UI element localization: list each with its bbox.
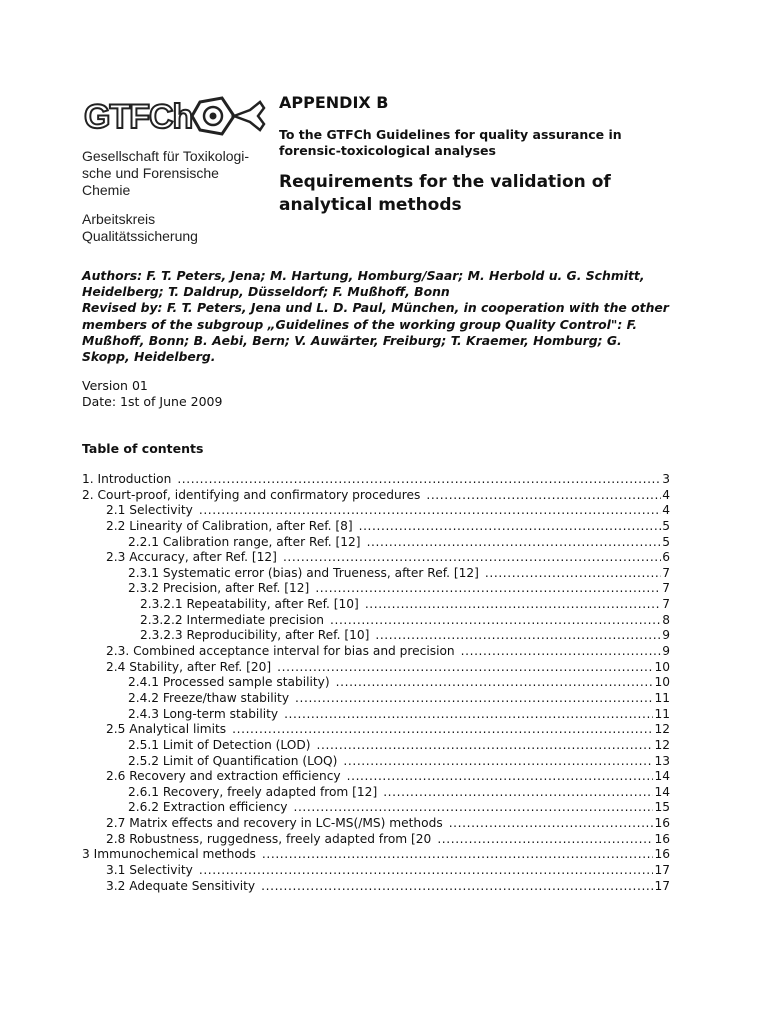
toc-entry-page: 11 (654, 690, 670, 705)
toc-dot-leader (485, 566, 661, 580)
toc-entry-page: 12 (654, 722, 670, 737)
toc-entry-page: 4 (662, 503, 670, 518)
toc-entry[interactable] (82, 754, 670, 770)
toc-entry[interactable] (82, 644, 670, 660)
toc-entry-page: 14 (654, 784, 670, 799)
toc-entry-label: 2.2 Linearity of Calibration, after Ref. [8] (106, 518, 353, 533)
gtfch-logo (82, 92, 272, 140)
toc-dot-leader (437, 832, 653, 846)
toc-entry-page: 17 (654, 878, 670, 893)
toc-entry[interactable] (82, 550, 670, 566)
working-group-line: Arbeitskreis (82, 211, 156, 227)
toc-entry-label: 2.4.3 Long-term stability (128, 706, 279, 721)
toc-entry[interactable] (82, 597, 670, 613)
authors-line: Heidelberg; T. Daldrup, Düsseldorf; F. Mußhoff, Bonn (82, 284, 450, 300)
toc-entry-label: 2.3 Accuracy, after Ref. [12] (106, 550, 277, 565)
toc-entry-page: 12 (654, 737, 670, 752)
toc-entry-label: 3.2 Adequate Sensitivity (106, 878, 256, 893)
toc-dot-leader (317, 738, 654, 752)
toc-entry[interactable] (82, 707, 670, 723)
toc-entry[interactable] (82, 503, 670, 519)
toc-dot-leader (283, 550, 661, 564)
subtitle-line: To the GTFCh Guidelines for quality assurance in (279, 127, 622, 142)
toc-entry[interactable] (82, 785, 670, 801)
toc-entry-page: 17 (654, 863, 670, 878)
toc-dot-leader (375, 628, 661, 642)
toc-dot-leader (426, 488, 661, 502)
toc-entry-label: 2.1 Selectivity (106, 503, 193, 518)
toc-dot-leader (461, 644, 662, 658)
toc-entry-page: 13 (654, 753, 670, 768)
authors-line: Skopp, Heidelberg. (82, 349, 216, 365)
toc-entry-label: 2.2.1 Calibration range, after Ref. [12] (128, 534, 361, 549)
toc-entry-label: 3 Immunochemical methods (82, 847, 256, 862)
toc-heading: Table of contents (82, 441, 204, 456)
toc-entry-label: 2.5.1 Limit of Detection (LOD) (128, 737, 311, 752)
toc-entry[interactable] (82, 879, 670, 895)
toc-entry[interactable] (82, 769, 670, 785)
document-header (279, 93, 719, 217)
toc-entry[interactable] (82, 800, 670, 816)
toc-entry-page: 11 (654, 706, 670, 721)
toc-entry[interactable] (82, 863, 670, 879)
toc-dot-leader (343, 754, 653, 768)
toc-entry-page: 7 (662, 581, 670, 596)
authors-line: Revised by: F. T. Peters, Jena und L. D. Paul, München, in cooperation with the other (82, 300, 669, 316)
toc-entry[interactable] (82, 675, 670, 691)
toc-dot-leader (295, 691, 653, 705)
toc-entry-page: 15 (654, 800, 670, 815)
toc-entry-label: 2.6.1 Recovery, freely adapted from [12] (128, 784, 378, 799)
toc-entry[interactable] (82, 581, 670, 597)
organization-name (82, 148, 272, 245)
toc-dot-leader (177, 472, 661, 486)
toc-entry-label: 2.3.2 Precision, after Ref. [12] (128, 581, 310, 596)
toc-entry-page: 9 (662, 644, 670, 659)
toc-entry-label: 2.7 Matrix effects and recovery in LC-MS(/MS) methods (106, 816, 443, 831)
toc-entry-label: 2.3.1 Systematic error (bias) and Trueness, after Ref. [12] (128, 565, 479, 580)
toc-entry[interactable] (82, 691, 670, 707)
toc-entry[interactable] (82, 832, 670, 848)
authors-block (82, 268, 702, 365)
toc-entry-label: 2.3.2.1 Repeatability, after Ref. [10] (140, 597, 359, 612)
org-line: Chemie (82, 182, 131, 198)
toc-entry[interactable] (82, 613, 670, 629)
toc-entry-label: 2. Court-proof, identifying and confirmatory procedures (82, 487, 421, 502)
toc-dot-leader (315, 581, 661, 595)
toc-dot-leader (347, 769, 654, 783)
version-number: Version 01 (82, 378, 148, 393)
toc-entry-label: 2.5 Analytical limits (106, 722, 227, 737)
toc-dot-leader (367, 535, 662, 549)
toc-dot-leader (365, 597, 661, 611)
toc-entry[interactable] (82, 488, 670, 504)
toc-dot-leader (199, 863, 654, 877)
toc-dot-leader (293, 800, 653, 814)
org-line: Gesellschaft für Toxikologi- (82, 148, 250, 164)
toc-dot-leader (449, 816, 654, 830)
toc-entry-label: 2.4.1 Processed sample stability) (128, 675, 330, 690)
appendix-subtitle (279, 127, 719, 159)
toc-dot-leader (284, 707, 653, 721)
toc-dot-leader (383, 785, 653, 799)
toc-entry-label: 2.6 Recovery and extraction efficiency (106, 769, 341, 784)
org-line: sche und Forensische (82, 165, 219, 181)
toc-entry[interactable] (82, 472, 670, 488)
toc-dot-leader (330, 613, 661, 627)
toc-entry-page: 10 (654, 659, 670, 674)
toc-entry-page: 5 (662, 518, 670, 533)
toc-entry[interactable] (82, 535, 670, 551)
toc-entry-page: 16 (654, 831, 670, 846)
toc-entry-label: 2.3.2.2 Intermediate precision (140, 612, 324, 627)
working-group-line: Qualitätssicherung (82, 228, 198, 244)
toc-entry-label: 2.3.2.3 Reproducibility, after Ref. [10] (140, 628, 370, 643)
toc-entry-label: 1. Introduction (82, 472, 172, 486)
toc-entry-label: 2.5.2 Limit of Quantification (LOQ) (128, 753, 338, 768)
toc-entry[interactable] (82, 722, 670, 738)
gtfch-logo-block (82, 92, 272, 245)
toc-entry-page: 16 (654, 847, 670, 862)
version-block (82, 378, 222, 410)
toc-entry[interactable] (82, 738, 670, 754)
version-date: Date: 1st of June 2009 (82, 394, 223, 409)
authors-line: Authors: F. T. Peters, Jena; M. Hartung, Homburg/Saar; M. Herbold u. G. Schmitt, (82, 268, 645, 283)
toc-entry[interactable] (82, 566, 670, 582)
toc-dot-leader (336, 675, 654, 689)
toc-entry-label: 3.1 Selectivity (106, 863, 193, 878)
toc-dot-leader (277, 660, 653, 674)
toc-entry-label: 2.6.2 Extraction efficiency (128, 800, 288, 815)
table-of-contents (82, 472, 670, 894)
toc-entry-page: 5 (662, 534, 670, 549)
toc-dot-leader (262, 847, 654, 861)
toc-dot-leader (261, 879, 653, 893)
toc-entry-label: 2.4 Stability, after Ref. [20] (106, 659, 272, 674)
document-title (279, 171, 719, 217)
toc-entry-page: 6 (662, 550, 670, 565)
toc-entry-page: 4 (662, 487, 670, 502)
authors-line: members of the subgroup „Guidelines of the working group Quality Control": F. (82, 316, 638, 332)
toc-entry-page: 14 (654, 769, 670, 784)
toc-entry-label: 2.8 Robustness, ruggedness, freely adapted from [20 (106, 831, 432, 846)
title-line: analytical methods (279, 195, 462, 215)
toc-entry-page: 8 (662, 612, 670, 627)
toc-dot-leader (199, 503, 661, 517)
authors-line: Mußhoff, Bonn; B. Aebi, Bern; V. Auwärter, Freiburg; T. Kraemer, Homburg; G. (82, 332, 622, 348)
title-line: Requirements for the validation of (279, 172, 611, 192)
appendix-title: APPENDIX B (279, 93, 389, 112)
toc-entry[interactable] (82, 519, 670, 535)
toc-entry-page: 7 (662, 565, 670, 580)
toc-entry-page: 16 (654, 816, 670, 831)
subtitle-line: forensic-toxicological analyses (279, 143, 496, 158)
toc-entry-page: 7 (662, 597, 670, 612)
toc-entry-label: 2.4.2 Freeze/thaw stability (128, 690, 290, 705)
toc-dot-leader (359, 519, 662, 533)
svg-text:GTFCh: GTFCh (84, 98, 193, 136)
toc-entry[interactable] (82, 847, 670, 863)
toc-entry-label: 2.3. Combined acceptance interval for bias and precision (106, 644, 455, 659)
toc-entry-page: 9 (662, 628, 670, 643)
toc-entry-page: 3 (662, 472, 670, 486)
toc-entry[interactable] (82, 628, 670, 644)
toc-entry[interactable] (82, 816, 670, 832)
toc-entry[interactable] (82, 660, 670, 676)
toc-dot-leader (232, 722, 653, 736)
toc-entry-page: 10 (654, 675, 670, 690)
